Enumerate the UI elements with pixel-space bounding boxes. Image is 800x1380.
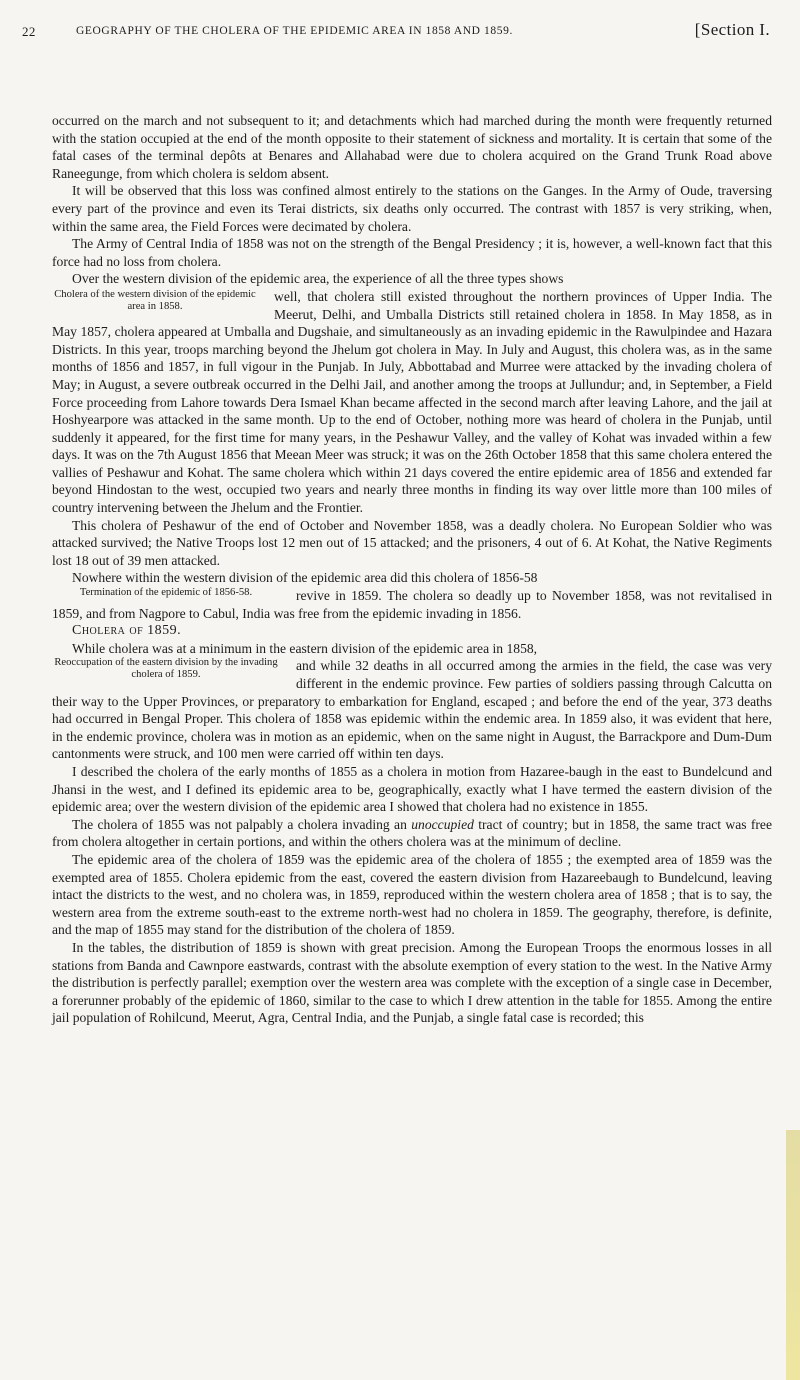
running-title: GEOGRAPHY OF THE CHOLERA OF THE EPIDEMIC AREA IN 1858 AND 1859. [76,25,513,37]
paragraph-text: The cholera of 1855 was not palpably a cholera invading an [72,816,412,832]
paragraph-text: well, that cholera still existed throughout the northern provinces of Upper India. The Meerut, Delhi, and Umballa Districts still retained cholera in 1858. In May 1858, as in May 1857, cholera appeared at Umballa and Dugshaie, and simultaneously as an invading epidemic in the Rawulpindee and Hazara Districts. In this year, troops marching beyond the Jhelum got cholera in May. In July and August, this cholera was, as in the same months of 1856 and 1857, in full vigour in the Punjab. In July, Abbottabad and Murree were attacked by the invading cholera of May; in August, a severe outbreak occurred in the Delhi Jail, and another among the troops at Jullundur; and, in September, a Field Force proceeding from Lahore towards Dera Ismael Khan became affected in the second march after leaving Lahore, and the jail at Hoshyearpore was attacked in the same month. Up to the end of October, nothing more was heard of cholera in the Punjab, until suddenly it appeared, for the first time for many years, in the Peshawur Valley, and the valley of Kohat was invaded within a few days. It was on the 7th August 1856 that Meean Meer was struck; it was on the 26th October 1858 that this same cholera entered the vallies of Peshawur and Kohat. The same cholera which within 21 days covered the entire epidemic area of 1856 and extended far beyond Hindostan to the west, occupied two years and nearly three months in finding its way over little more than 100 miles of country intervening between the Jhelum and the Frontier. [52,288,772,516]
emphasis: unoccupied [411,816,474,832]
paragraph: It will be observed that this loss was confined almost entirely to the stations on the Ganges. In the Army of Oude, traversing every part of the province and even its Terai districts, six deaths only occurred. The contrast with 1857 is very striking, when, within the same area, the Field Forces were decimated by cholera. [52,183,772,234]
paragraph-with-sidenote [52,657,772,763]
paragraph-with-sidenote [52,288,772,517]
paragraph: In the tables, the distribution of 1859 is shown with great precision. Among the European Troops the enormous losses in all stations from Banda and Cawnpore eastwards, contrast with the absolute exemption of every station to the west. In the Native Army the distribution is perfectly parallel; exemption over the western area was complete with the exception of a single case in December, a forerunner probably of the epidemic of 1860, similar to the case to which I drew attention in the table for 1855. Among the entire jail population of Rohilcund, Meerut, Agra, Central India, and the Punjab, a single fatal case is recorded; this [52,939,772,1026]
paragraph-with-sidenote [52,587,772,622]
body-text [52,112,772,1027]
paragraph: The epidemic area of the cholera of 1859 was the epidemic area of the cholera of 1855 ; the exempted area of 1859 was the exempted area of 1855. Cholera epidemic from the east, covered the eastern division from Hazareebaugh to Bundelcund, leaving intact the districts to the west, and no cholera was, in 1859, reproduced within the western cholera area of 1858 ; that is to say, the western area from the extreme south-east to the extreme north-west had no cholera in 1859. The geography, therefore, is definite, and the map of 1855 may stand for the distribution of the cholera of 1859. [52,851,772,938]
paragraph-text: tract of country; but in 1858, the same tract was free from cholera altogether in certain portions, and within the others cholera was at the minimum of decline. [52,816,772,850]
paragraph: Nowhere within the western division of the epidemic area did this cholera of 1856-58 [72,570,538,586]
margin-note: Cholera of the western division of the epidemic area in 1858. [54,288,256,312]
margin-note: Termination of the epidemic of 1856-58. [79,587,253,599]
paragraph: This cholera of Peshawur of the end of October and November 1858, was a deadly cholera. No European Soldier who was attacked survived; the Native Troops lost 12 men out of 15 attacked; and the prisoners, 4 out of 6. At Kohat, the Native Regiments lost 18 out of 39 men attacked. [52,517,772,568]
paragraph: Over the western division of the epidemic area, the experience of all the three types shows [72,271,564,287]
page-edge-tint [786,1130,800,1380]
section-label: [Section I. [694,20,770,39]
running-header [22,18,782,42]
paragraph: I described the cholera of the early months of 1855 as a cholera in motion from Hazaree-baugh in the east to Bundelcund and Jhansi in the west, and I defined its epidemic area to be, geographically, exactly what I have termed the eastern division of the epidemic area; over the western division of the epidemic area I showed that cholera had no existence in 1855. [52,763,772,815]
paragraph: The Army of Central India of 1858 was not on the strength of the Bengal Presidency ; it is, however, a well-known fact that this force had no loss from cholera. [52,236,772,269]
paragraph-text: and while 32 deaths in all occurred among the armies in the field, the case was very different in the endemic province. Few parties of soldiers passing through Calcutta on their way to the Upper Provinces, or preparatory to embarkation for England, escaped ; and before the end of the year, 373 deaths had occurred in Bengal Proper. This cholera of 1858 was epidemic within the endemic area. In 1859 also, it was evident that here, in the endemic province, cholera was in motion as an epidemic, when on the same night in August, the Barrackpore and Dum-Dum cantonments were struck, and 100 men were carried off within ten days. [52,658,772,762]
paragraph: occurred on the march and not subsequent to it; and detachments which had marched during the month were frequently returned with the station occupied at the end of the month opposite to their statement of sickness and mortality. It is certain that some of the fatal cases of the terminal depôts at Benares and Allahabad were due to cholera acquired on the Grand Trunk Road above Raneegunge, from which cholera is seldom absent. [52,113,772,181]
paragraph: While cholera was at a minimum in the eastern division of the epidemic area in 1858, [72,640,538,656]
paragraph-text: revive in 1859. The cholera so deadly up to November 1858, was not revitalised in 1859, and from Nagpore to Cabul, India was free from the epidemic invading in 1856. [52,588,772,621]
paragraph [52,816,772,851]
margin-note: Reoccupation of the eastern division by the invading cholera of 1859. [54,657,278,681]
page-number: 22 [22,24,36,39]
section-heading: Cholera of 1859. [72,623,182,639]
